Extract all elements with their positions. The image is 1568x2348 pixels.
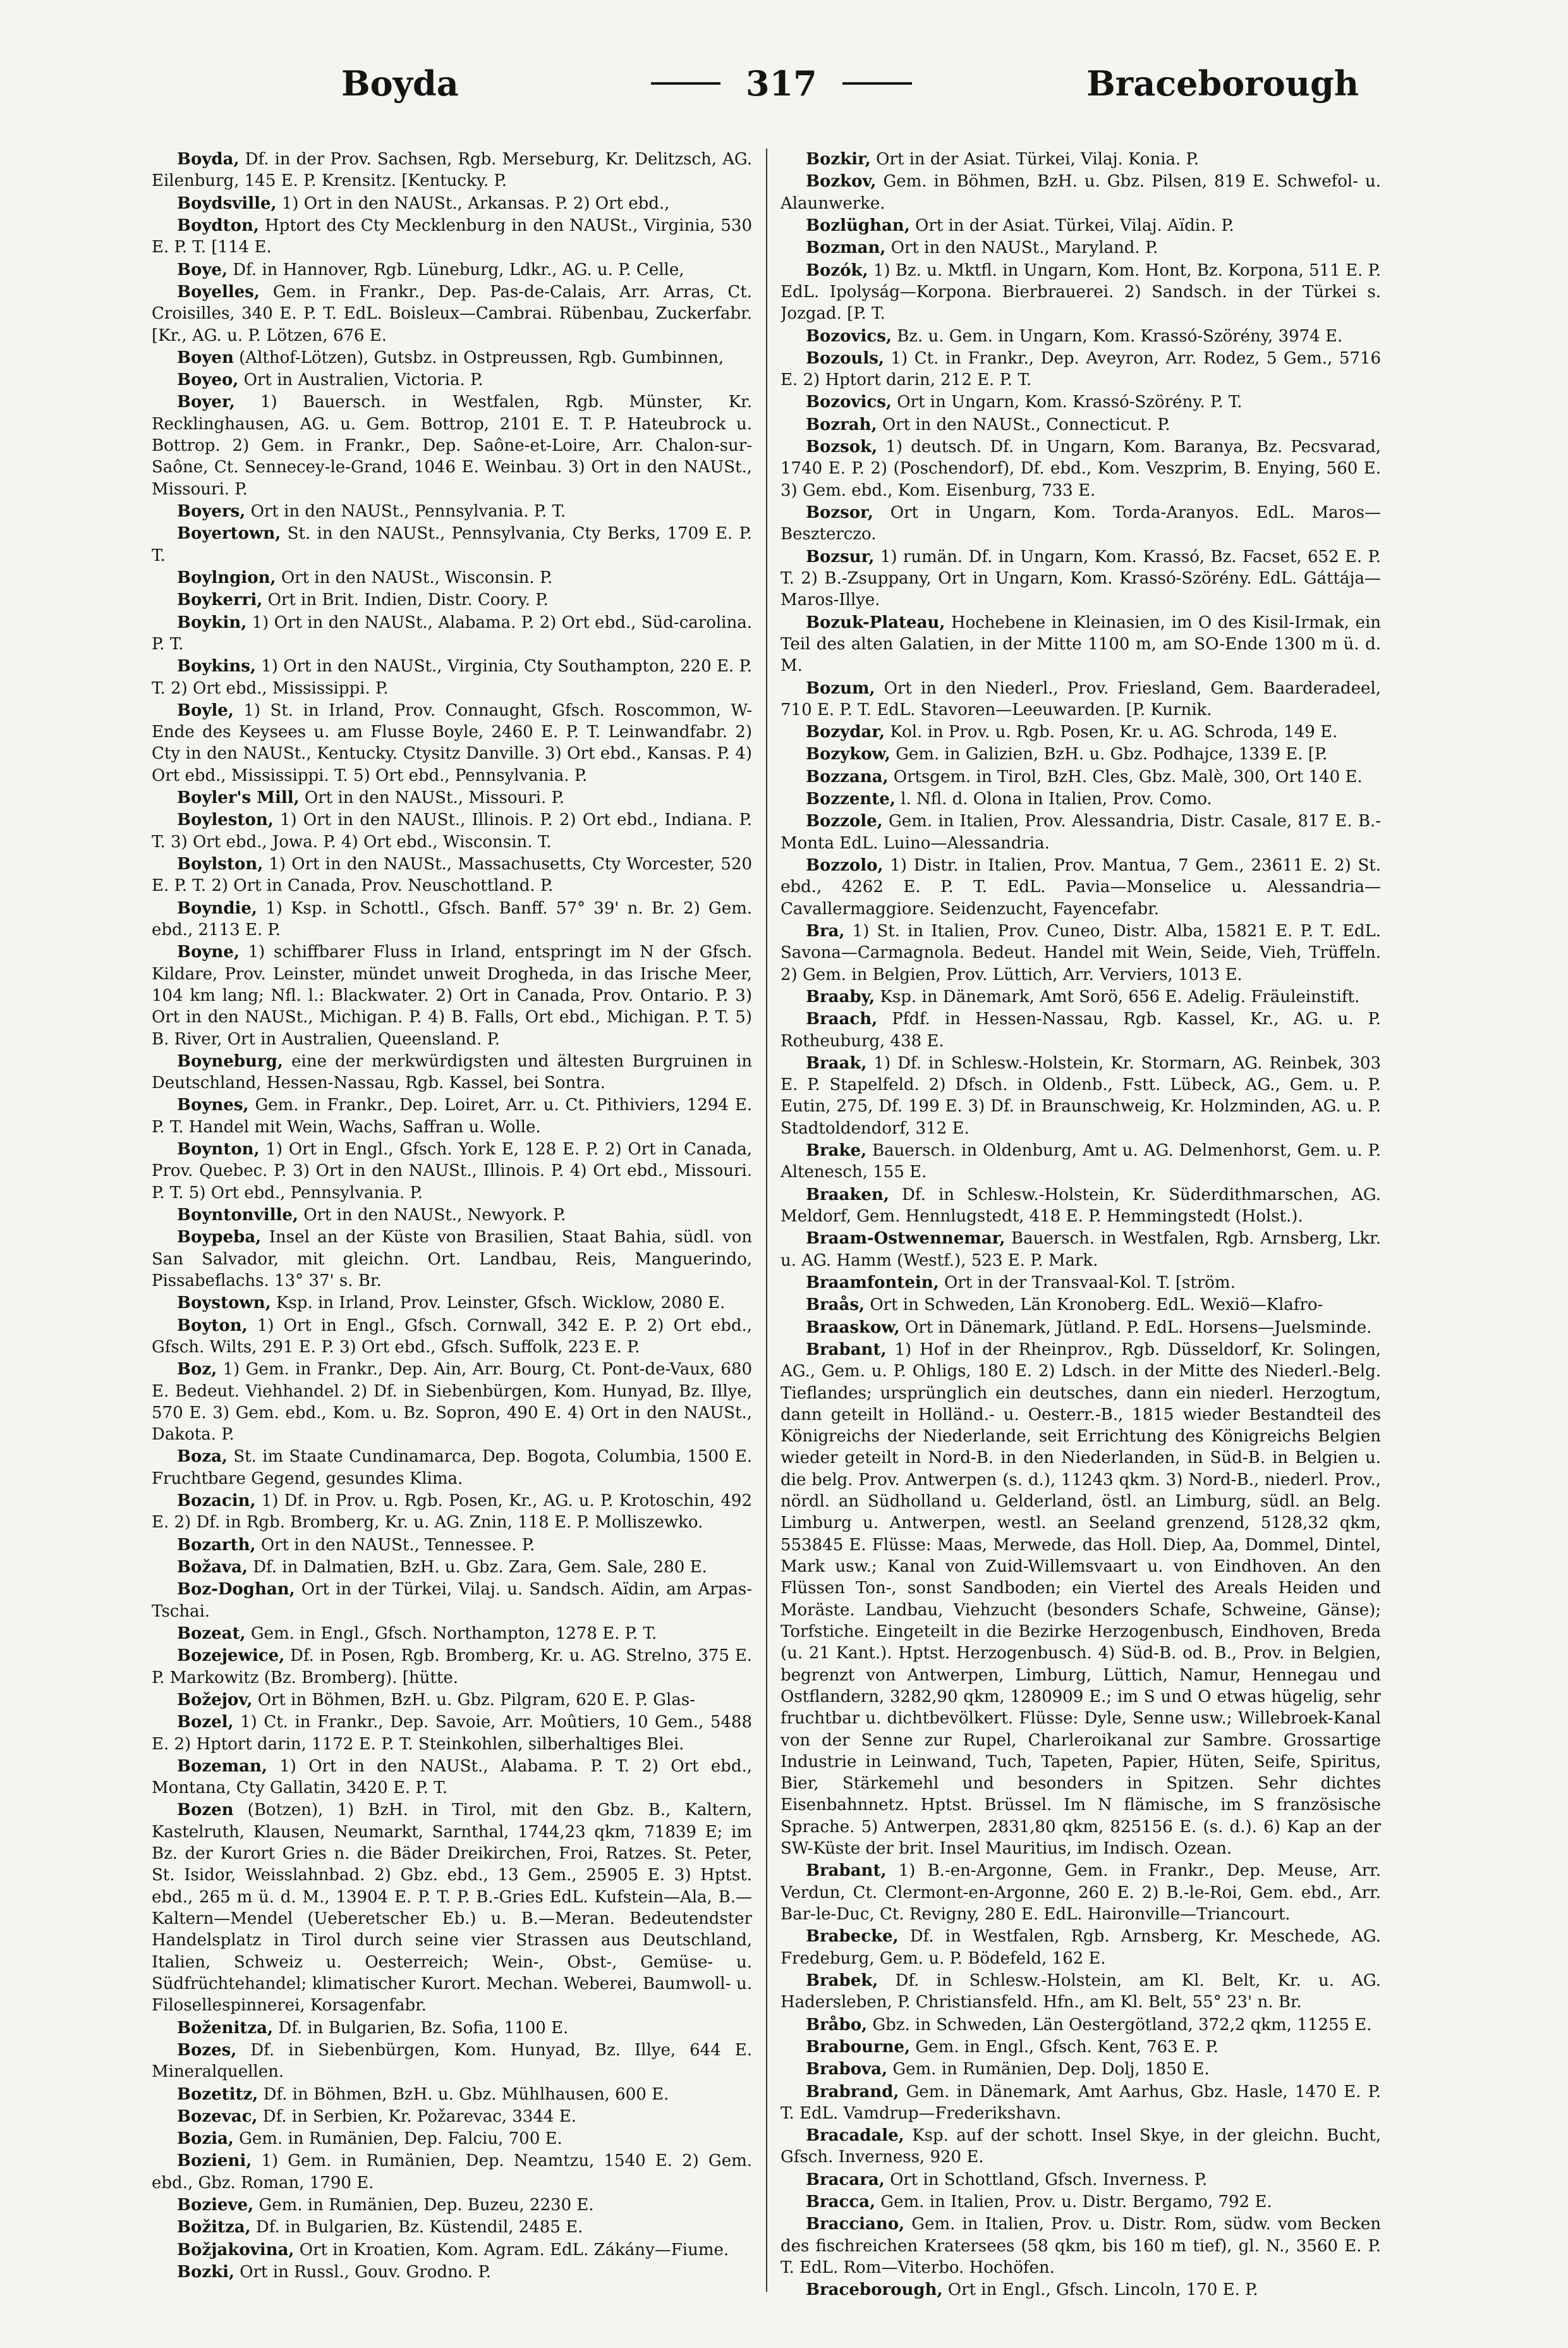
entry-headword: Bozkir, bbox=[806, 150, 871, 169]
entry-text: 1) Ort in den NAUSt., Virginia, Cty Southampton, 220 E. P. T. 2) Ort ebd., Mississippi. P. bbox=[152, 657, 752, 698]
gazetteer-entry bbox=[152, 1645, 752, 1689]
gazetteer-entry bbox=[781, 810, 1381, 854]
entry-headword: Bozevac, bbox=[177, 2106, 258, 2126]
gazetteer-entry bbox=[781, 436, 1381, 501]
entry-text: Ort in Australien, Victoria. P. bbox=[243, 370, 483, 390]
header-rule-left bbox=[651, 82, 720, 85]
entry-headword: Bozeman, bbox=[177, 1756, 267, 1776]
gazetteer-entry bbox=[781, 920, 1381, 986]
entry-headword: Braak, bbox=[806, 1053, 867, 1073]
entry-text: St. in den NAUSt., Pennsylvania, Cty Berks, 1709 E. P. T. bbox=[152, 524, 752, 565]
entry-text: 1) Ort in den NAUSt., Illinois. P. 2) Ort ebd., Indiana. P. T. 3) Ort ebd., Jowa. P. 4) Ort ebd., Wisconsin. T. bbox=[152, 810, 752, 852]
gazetteer-entry bbox=[781, 1339, 1381, 1860]
gazetteer-entry bbox=[152, 149, 752, 192]
entry-headword: Bozel, bbox=[177, 1713, 234, 1732]
entry-text: 1) deutsch. Df. in Ungarn, Kom. Baranya, Bz. Pecsvarad, 1740 E. P. 2) (Poschendorf), Df. ebd., Kom. Veszprim, B. Enying, 560 E. 3) Gem. ebd., Kom. Eisenburg, 733 E. bbox=[781, 437, 1381, 500]
gazetteer-entry bbox=[781, 414, 1381, 436]
entry-text: St. im Staate Cundinamarca, Dep. Bogota, Columbia, 1500 E. Fruchtbare Gegend, gesundes Klima. bbox=[152, 1447, 752, 1488]
gazetteer-entry bbox=[781, 2125, 1381, 2168]
entry-headword: Bozouls, bbox=[806, 348, 884, 368]
entry-headword: Bozsur, bbox=[806, 547, 875, 566]
entry-headword: Bozieve, bbox=[177, 2196, 254, 2215]
gazetteer-entry bbox=[152, 1711, 752, 1755]
entry-text: Gem. in Galizien, BzH. u. Gbz. Podhajce, 1339 E. [P. bbox=[896, 745, 1328, 764]
entry-text: l. Nfl. d. Olona in Italien, Prov. Como. bbox=[901, 790, 1212, 809]
entry-headword: Bracca, bbox=[806, 2192, 876, 2212]
entry-headword: Bozovics, bbox=[806, 326, 892, 346]
gazetteer-entry bbox=[152, 1756, 752, 1799]
entry-text: 1) Distr. in Italien, Prov. Mantua, 7 Gem., 23611 E. 2) St. ebd., 4262 E. P. T. EdL. Pavia—Monselice u. Alessandria—Cavallermaggiore. Seidenzucht, Fayencefabr. bbox=[781, 856, 1381, 919]
entry-text: Gem. in Rumänien, Dep. Buzeu, 2230 E. bbox=[258, 2196, 594, 2215]
gazetteer-entry bbox=[152, 941, 752, 1050]
entry-text: Bauersch. in Westfalen, Rgb. Arnsberg, Lkr. u. AG. Hamm (Westf.), 523 E. P. Mark. bbox=[781, 1229, 1381, 1270]
entry-text: Ort in den NAUSt., Connecticut. P. bbox=[882, 415, 1170, 434]
entry-text: 1) B.-en-Argonne, Gem. in Frankr., Dep. Meuse, Arr. Verdun, Ct. Clermont-en-Argonne, 260 E. 2) B.-le-Roi, Gem. ebd., Arr. Bar-le-Duc, Ct. Revigny, 280 E. EdL. Haironville—Triancourt. bbox=[781, 1861, 1381, 1924]
entry-headword: Boyton, bbox=[177, 1316, 248, 1335]
entry-headword: Boyelles, bbox=[177, 282, 260, 302]
entry-headword: Boykin, bbox=[177, 613, 247, 632]
entry-headword: Boyle, bbox=[177, 700, 234, 720]
entry-text: 1) Ort in den NAUSt., Alabama. P. 2) Ort ebd., Süd-carolina. P. T. bbox=[152, 613, 752, 654]
entry-headword: Bozzana, bbox=[806, 767, 889, 786]
entry-text: Ort in den Niederl., Prov. Friesland, Gem. Baarderadeel, 710 E. P. T. EdL. Stavoren—Leeuwarden. [P. Kurnik. bbox=[781, 678, 1381, 719]
entry-headword: Bozsok, bbox=[806, 437, 878, 457]
entry-headword: Boyndie, bbox=[177, 898, 257, 918]
gazetteer-entry bbox=[152, 1139, 752, 1204]
entry-text: Df. in Bulgarien, Bz. Küstendil, 2485 E. bbox=[255, 2218, 583, 2237]
entry-text: Ort in Böhmen, BzH. u. Gbz. Pilgram, 620 E. P. Glas- bbox=[257, 1690, 695, 1709]
gazetteer-entry bbox=[781, 2213, 1381, 2278]
page-number: 317 bbox=[746, 63, 817, 104]
entry-text: 1) Bz. u. Mktfl. in Ungarn, Kom. Hont, Bz. Korpona, 511 E. P. EdL. Ipolyság—Korpona. Bierbrauerei. 2) Sandsch. in der Türkei s. Jozgad. [P. T. bbox=[781, 260, 1381, 324]
entry-text: 1) Gem. in Rumänien, Dep. Neamtzu, 1540 E. 2) Gem. ebd., Gbz. Roman, 1790 E. bbox=[152, 2151, 752, 2192]
entry-headword: Božitza, bbox=[177, 2218, 251, 2237]
entry-headword: Boyleston, bbox=[177, 810, 274, 830]
entry-text: Ort in der Asiat. Türkei, Vilaj. Aïdin. P. bbox=[915, 216, 1234, 235]
entry-headword: Boynton, bbox=[177, 1140, 260, 1159]
entry-text: Bz. u. Gem. in Ungarn, Kom. Krassó-Szörény, 3974 E. bbox=[897, 326, 1343, 346]
gazetteer-entry bbox=[152, 2128, 752, 2149]
entry-text: 1) Df. in Schlesw.-Holstein, Kr. Stormarn, AG. Reinbek, 303 E. P. Stapelfeld. 2) Dfsch. in Oldenb., Fstt. Lübeck, AG., Gem. u. P. Eutin, 275, Df. 199 E. 3) Df. in Braunschweig, Kr. Holzminden, AG. u. P. Stadtoldendorf, 312 E. bbox=[781, 1053, 1381, 1138]
entry-headword: Boženitza, bbox=[177, 2018, 274, 2038]
entry-text: 1) Bauersch. in Westfalen, Rgb. Münster, Kr. Recklinghausen, AG. u. Gem. Bottrop, 2101 E. T. P. Hateubrock u. Bottrop. 2) Gem. in Frankr., Dep. Saône-et-Loire, Arr. Chalon-sur-Saône, Ct. Sennecey-le-Grand, 1046 E. Weinbau. 3) Ort in den NAUSt., Missouri. P. bbox=[152, 393, 752, 499]
gazetteer-entry bbox=[152, 2150, 752, 2194]
entry-text: Df. in Siebenbürgen, Kom. Hunyad, Bz. Illye, 644 E. Mineralquellen. bbox=[152, 2040, 752, 2082]
entry-text: Ortsgem. in Tirol, BzH. Cles, Gbz. Malè, 300, Ort 140 E. bbox=[893, 767, 1363, 786]
gazetteer-entry bbox=[781, 855, 1381, 920]
entry-headword: Boyntonville, bbox=[177, 1206, 298, 1225]
entry-headword: Bozen bbox=[177, 1801, 234, 1820]
gazetteer-entry bbox=[152, 1534, 752, 1556]
entry-headword: Bråbo, bbox=[806, 2015, 868, 2034]
entry-headword: Bozlüghan, bbox=[806, 216, 910, 235]
entry-headword: Brake, bbox=[806, 1141, 867, 1161]
entry-text: Df. in der Prov. Sachsen, Rgb. Merseburg, Kr. Delitzsch, AG. Eilenburg, 145 E. P. Krensitz. [Kentucky. P. bbox=[152, 150, 752, 191]
gazetteer-entry bbox=[152, 1623, 752, 1644]
gazetteer-entry bbox=[152, 853, 752, 897]
entry-text: (Althof-Lötzen), Gutsbz. in Ostpreussen, Rgb. Gumbinnen, bbox=[239, 348, 724, 367]
right-column bbox=[781, 149, 1381, 2311]
gazetteer-entry bbox=[152, 391, 752, 500]
gazetteer-entry bbox=[152, 2194, 752, 2216]
gazetteer-entry bbox=[781, 1860, 1381, 1925]
entry-text: eine der merkwürdigsten und ältesten Burgruinen in Deutschland, Hessen-Nassau, Rgb. Kassel, bei Sontra. bbox=[152, 1051, 752, 1093]
gazetteer-entry bbox=[152, 1226, 752, 1292]
gazetteer-entry bbox=[781, 1970, 1381, 2014]
entry-text: 1) Ort in den NAUSt., Arkansas. P. 2) Ort ebd., bbox=[281, 193, 670, 213]
gazetteer-entry bbox=[152, 589, 752, 611]
gazetteer-entry bbox=[152, 1556, 752, 1578]
entry-headword: Braaby, bbox=[806, 987, 875, 1006]
gazetteer-entry bbox=[781, 1294, 1381, 1316]
entry-headword: Brabek, bbox=[806, 1971, 878, 1990]
entry-text: Ort in den NAUSt., Maryland. P. bbox=[890, 238, 1158, 258]
entry-headword: Božejov, bbox=[177, 1690, 253, 1709]
entry-headword: Božava, bbox=[177, 1558, 248, 1577]
gazetteer-entry bbox=[152, 1051, 752, 1094]
gazetteer-entry bbox=[152, 2217, 752, 2238]
entry-headword: Bozacin, bbox=[177, 1491, 256, 1511]
entry-text: Gem. in Frankr., Dep. Pas-de-Calais, Arr. Arras, Ct. Croisilles, 340 E. P. T. EdL. Boisleux—Cambrai. Rübenbau, Zuckerfabr. [Kr., AG. u. P. Lötzen, 676 E. bbox=[152, 282, 752, 345]
entry-text: Ksp. in Dänemark, Amt Sorö, 656 E. Adelig. Fräuleinstift. bbox=[880, 987, 1360, 1006]
gazetteer-entry bbox=[781, 1228, 1381, 1271]
entry-text: 1) schiffbarer Fluss in Irland, entspringt im N der Gfsch. Kildare, Prov. Leinster, mündet unweit Drogheda, in das Irische Meer, 104 km lang; Nfl. l.: Blackwater. 2) Ort in Canada, Prov. Ontario. P. 3) Ort in den NAUSt., Michigan. P. 4) B. Falls, Ort ebd., Michigan. P. T. 5) B. River, Ort in Australien, Queensland. P. bbox=[152, 943, 752, 1049]
gazetteer-entry bbox=[781, 766, 1381, 788]
gazetteer-entry bbox=[781, 1926, 1381, 1969]
entry-headword: Bracciano, bbox=[806, 2215, 905, 2234]
entry-text: 1) Ct. in Frankr., Dep. Savoie, Arr. Moûtiers, 10 Gem., 5488 E. 2) Hptort darin, 1172 E. P. T. Steinkohlen, silberhaltiges Blei. bbox=[152, 1713, 752, 1754]
gazetteer-entry bbox=[781, 149, 1381, 170]
entry-headword: Bozieni, bbox=[177, 2151, 252, 2171]
entry-text: Gem. in Dänemark, Amt Aarhus, Gbz. Hasle, 1470 E. P. T. EdL. Vamdrup—Frederikshavn. bbox=[781, 2082, 1381, 2123]
gazetteer-entry bbox=[152, 523, 752, 566]
entry-text: 1) Ct. in Frankr., Dep. Aveyron, Arr. Rodez, 5 Gem., 5716 E. 2) Hptort darin, 212 E. P. T. bbox=[781, 348, 1381, 390]
entry-text: Bauersch. in Oldenburg, Amt u. AG. Delmenhorst, Gem. u. P. Altenesch, 155 E. bbox=[781, 1141, 1381, 1182]
column-divider bbox=[766, 149, 767, 2292]
gazetteer-entry bbox=[152, 501, 752, 522]
entry-headword: Boykins, bbox=[177, 657, 256, 676]
entry-text: 1) Df. in Prov. u. Rgb. Posen, Kr., AG. u. P. Krotoschin, 492 E. 2) Df. in Rgb. Bromberg, Kr. u. AG. Znin, 118 E. P. Molliszewko. bbox=[152, 1491, 752, 1532]
gazetteer-entry bbox=[781, 1272, 1381, 1293]
gazetteer-entry bbox=[781, 2058, 1381, 2080]
entry-text: 1) Hof in der Rheinprov., Rgb. Düsseldorf, Kr. Solingen, AG., Gem. u. P. Ohligs, 180 E. 2) Ldsch. in der Mitte des Niederl.-Belg. Tieflandes; ursprünglich ein deutsches, dann ein niederl. Herzogtum, dann geteilt in Holländ.- u. Oesterr.-B., 1815 wieder Bestandteil des Königreichs der Niederlande, seit Errichtung des Königreichs Belgien wieder geteilt in Nord-B. in den Niederlanden, in Süd-B. in Belgien u. die belg. Prov. Antwerpen (s. d.), 11243 qkm. 3) Nord-B., niederl. Prov., nördl. an Südholland u. Gelderland, östl. an Limburg, südl. an Belg. Limburg u. Antwerpen, westl. an Seeland grenzend, 5128,32 qkm, 553845 E. Flüsse: Maas, Merwede, das Holl. Diep, Aa, Dommel, Dintel, Mark usw.; Kanal von Zuid-Willemsvaart u. von Eindhoven. An den Flüssen Ton-, sonst Sandboden; ein Viertel des Areals Heiden und Moräste. Landbau, Viehzucht (besonders Schafe, Schweine, Gänse); Torfstiche. Eingeteilt in die Bezirke Herzogenbusch, Eindhoven, Breda (u. 21 Kant.). Hptst. Herzogenbusch. 4) Süd-B. od. B., Prov. in Belgien, begrenzt von Antwerpen, Limburg, Lüttich, Namur, Hennegau und Ostflandern, 3282,90 qkm, 1280909 E.; im S und O etwas hügelig, sehr fruchtbar u. dichtbevölkert. Flüsse: Dyle, Senne usw.; Willebroek-Kanal von der Senne zur Rupel, Charleroikanal zur Sambre. Grossartige Industrie in Leinwand, Tuch, Tapeten, Papier, Hüten, Seife, Spiritus, Bier, Stärkemehl und besonders in Spitzen. Sehr dichtes Eisenbahnnetz. Hptst. Brüssel. Im N flämische, im S französische Sprache. 5) Antwerpen, 2831,80 qkm, 825156 E. (s. d.). 6) Kap an der SW-Küste der brit. Insel Mauritius, im Indisch. Ozean. bbox=[781, 1340, 1381, 1859]
entry-headword: Boyertown, bbox=[177, 524, 281, 544]
entry-headword: Boyers, bbox=[177, 502, 246, 521]
entry-headword: Bozsor, bbox=[806, 503, 873, 522]
header-left-catchword: Boyda bbox=[341, 63, 459, 104]
entry-headword: Bozman, bbox=[806, 238, 886, 258]
entry-text: 1) Gem. in Frankr., Dep. Ain, Arr. Bourg, Ct. Pont-de-Vaux, 680 E. Bedeut. Viehhandel. 2) Df. in Siebenbürgen, Kom. Hunyad, Bz. Illye, 570 E. 3) Gem. ebd., Kom. u. Bz. Sopron, 490 E. 4) Ort in den NAUSt., Dakota. P. bbox=[152, 1360, 752, 1445]
entry-headword: Brabourne, bbox=[806, 2037, 911, 2057]
entry-text: Gem. in Italien, Prov. Alessandria, Distr. Casale, 817 E. B.-Monta EdL. Luino—Alessandria. bbox=[781, 812, 1381, 853]
entry-headword: Božjakovina, bbox=[177, 2240, 295, 2259]
gazetteer-entry bbox=[781, 2036, 1381, 2058]
gazetteer-entry bbox=[152, 2261, 752, 2283]
entry-text: Ksp. auf der schott. Insel Skye, in der gleichn. Bucht, Gfsch. Inverness, 920 E. bbox=[781, 2126, 1381, 2167]
header-page-number bbox=[651, 63, 912, 104]
gazetteer-entry bbox=[152, 809, 752, 853]
entry-text: Df. in Schlesw.-Holstein, Kr. Süderdithmarschen, AG. Meldorf, Gem. Hennlugstedt, 418 E. P. Hemmingstedt (Holst.). bbox=[781, 1185, 1381, 1226]
gazetteer-entry bbox=[781, 1008, 1381, 1052]
entry-text: Df. in Hannover, Rgb. Lüneburg, Ldkr., AG. u. P. Celle, bbox=[233, 260, 684, 279]
entry-headword: Braach, bbox=[806, 1010, 878, 1029]
gazetteer-entry bbox=[781, 1053, 1381, 1139]
entry-headword: Boykerri, bbox=[177, 590, 263, 610]
entry-text: Kol. in Prov. u. Rgb. Posen, Kr. u. AG. Schroda, 149 E. bbox=[890, 723, 1338, 742]
entry-text: Ort in Kroatien, Kom. Agram. EdL. Zákány—Fiume. bbox=[299, 2240, 729, 2259]
gazetteer-entry bbox=[781, 721, 1381, 743]
entry-headword: Brabant, bbox=[806, 1340, 887, 1359]
gazetteer-entry bbox=[781, 612, 1381, 677]
entry-text: Df. in Bulgarien, Bz. Sofia, 1100 E. bbox=[278, 2018, 569, 2038]
entry-text: Gem. in Engl., Gfsch. Kent, 763 E. P. bbox=[915, 2037, 1219, 2057]
entry-text: Ort in Schweden, Län Kronoberg. EdL. Wexiö—Klafro- bbox=[870, 1295, 1323, 1315]
gazetteer-entry bbox=[152, 567, 752, 589]
gazetteer-entry bbox=[152, 193, 752, 214]
entry-headword: Braaskow, bbox=[806, 1318, 900, 1337]
entry-headword: Boydsville, bbox=[177, 193, 277, 213]
entry-text: Ort in Dänemark, Jütland. P. EdL. Horsens—Juelsminde. bbox=[904, 1318, 1372, 1337]
gazetteer-entry bbox=[152, 1490, 752, 1534]
gazetteer-entry bbox=[152, 259, 752, 281]
entry-headword: Boz-Doghan, bbox=[177, 1580, 295, 1599]
entry-headword: Bozetitz, bbox=[177, 2084, 258, 2104]
gazetteer-entry bbox=[781, 2191, 1381, 2213]
entry-text: Ort in Schottland, Gfsch. Inverness. P. bbox=[890, 2170, 1208, 2189]
entry-headword: Bozuk-Plateau, bbox=[806, 613, 945, 632]
gazetteer-entry bbox=[152, 1689, 752, 1711]
gazetteer-entry bbox=[781, 2279, 1381, 2301]
entry-headword: Bra, bbox=[806, 921, 845, 941]
gazetteer-entry bbox=[152, 2039, 752, 2083]
entry-text: Df. in Posen, Rgb. Bromberg, Kr. u. AG. Strelno, 375 E. P. Markowitz (Bz. Bromberg). [hütte. bbox=[152, 1646, 752, 1687]
left-column bbox=[152, 149, 752, 2311]
entry-headword: Bozeat, bbox=[177, 1623, 246, 1643]
entry-headword: Boyer, bbox=[177, 393, 235, 412]
gazetteer-entry bbox=[781, 326, 1381, 347]
entry-headword: Boyne, bbox=[177, 943, 240, 962]
gazetteer-entry bbox=[152, 1315, 752, 1359]
entry-text: Hptort des Cty Mecklenburg in den NAUSt., Virginia, 530 E. P. T. [114 E. bbox=[152, 216, 752, 257]
entry-text: 1) Ort in Engl., Gfsch. York E, 128 E. P. 2) Ort in Canada, Prov. Quebec. P. 3) Ort in den NAUSt., Illinois. P. 4) Ort ebd., Missouri. P. T. 5) Ort ebd., Pennsylvania. P. bbox=[152, 1140, 752, 1202]
entry-text: 1) Ort in Engl., Gfsch. Cornwall, 342 E. P. 2) Ort ebd., Gfsch. Wilts, 291 E. P. 3) Ort ebd., Gfsch. Suffolk, 223 E. P. bbox=[152, 1316, 752, 1357]
gazetteer-entry bbox=[781, 1184, 1381, 1228]
gazetteer-entry bbox=[781, 546, 1381, 611]
gazetteer-entry bbox=[781, 391, 1381, 413]
gazetteer-entry bbox=[152, 1799, 752, 2016]
gazetteer-entry bbox=[152, 656, 752, 699]
entry-text: Gem. in Italien, Prov. u. Distr. Rom, südw. vom Becken des fischreichen Kratersees (58 qkm, bis 160 m tief), gl. N., 3560 E. P. T. EdL. Rom—Viterbo. Hochöfen. bbox=[781, 2215, 1381, 2277]
gazetteer-entry bbox=[152, 347, 752, 369]
entry-text: Ort in Engl., Gfsch. Lincoln, 170 E. P. bbox=[947, 2280, 1258, 2300]
entry-headword: Brabant, bbox=[806, 1861, 887, 1881]
entry-text: Df. in Dalmatien, BzH. u. Gbz. Zara, Gem. Sale, 280 E. bbox=[253, 1558, 707, 1577]
entry-text: Ort in der Asiat. Türkei, Vilaj. Konia. P. bbox=[876, 150, 1200, 169]
entry-headword: Bozia, bbox=[177, 2129, 234, 2149]
entry-headword: Braamfontein, bbox=[806, 1273, 939, 1292]
gazetteer-entry bbox=[152, 1094, 752, 1138]
entry-text: Pfdf. in Hessen-Nassau, Rgb. Kassel, Kr., AG. u. P. Rotheuburg, 438 E. bbox=[781, 1010, 1381, 1051]
gazetteer-entry bbox=[781, 237, 1381, 259]
gazetteer-entry bbox=[152, 2084, 752, 2105]
entry-text: 1) St. in Irland, Prov. Connaught, Gfsch. Roscommon, W-Ende des Keysees u. am Flusse Boyle, 2460 E. P. T. Leinwandfabr. 2) Cty in den NAUSt., Kentucky. Ctysitz Danville. 3) Ort ebd., Kansas. P. 4) Ort ebd., Mississippi. T. 5) Ort ebd., Pennsylvania. P. bbox=[152, 700, 752, 785]
gazetteer-entry bbox=[781, 2081, 1381, 2125]
entry-headword: Boyen bbox=[177, 348, 234, 367]
entry-headword: Bozzole, bbox=[806, 812, 883, 831]
gazetteer-entry bbox=[152, 1446, 752, 1489]
entry-headword: Bozki, bbox=[177, 2263, 235, 2282]
gazetteer-entry bbox=[152, 281, 752, 346]
entry-headword: Boypeba, bbox=[177, 1228, 262, 1247]
gazetteer-entry bbox=[152, 215, 752, 259]
entry-headword: Braam-Ostwennemar, bbox=[806, 1229, 1006, 1249]
header-rule-right bbox=[842, 82, 912, 85]
gazetteer-entry bbox=[781, 171, 1381, 214]
entry-text: Ort in Brit. Indien, Distr. Coory. P. bbox=[267, 590, 549, 610]
entry-text: Ort in Russl., Gouv. Grodno. P. bbox=[240, 2263, 491, 2282]
entry-text: 1) St. in Italien, Prov. Cuneo, Distr. Alba, 15821 E. P. T. EdL. Savona—Carmagnola. Bedeut. Handel mit Wein, Seide, Vieh, Trüffeln. 2) Gem. in Belgien, Prov. Lüttich, Arr. Verviers, 1013 E. bbox=[781, 921, 1381, 984]
entry-text: Df. in Böhmen, BzH. u. Gbz. Mühlhausen, 600 E. bbox=[263, 2084, 669, 2104]
entry-headword: Bozzente, bbox=[806, 790, 896, 809]
entry-headword: Bozejewice, bbox=[177, 1646, 285, 1666]
entry-text: 1) Ort in den NAUSt., Massachusetts, Cty Worcester, 520 E. P. T. 2) Ort in Canada, Prov. Neuschottland. P. bbox=[152, 855, 752, 896]
gazetteer-entry bbox=[781, 788, 1381, 810]
entry-text: Insel an der Küste von Brasilien, Staat Bahia, südl. von San Salvador, mit gleichn. Ort. Landbau, Reis, Manguerindo, Pissabeflachs. 13° 37' s. Br. bbox=[152, 1228, 752, 1290]
gazetteer-entry bbox=[781, 502, 1381, 546]
entry-text: 1) rumän. Df. in Ungarn, Kom. Krassó, Bz. Facset, 652 E. P. T. 2) B.-Zsuppany, Ort in Ungarn, Kom. Krassó-Szörény. EdL. Gáttája—Maros-Illye. bbox=[781, 547, 1381, 610]
entry-headword: Boystown, bbox=[177, 1293, 271, 1313]
entry-text: Gem. in Rumänien, Dep. Dolj, 1850 E. bbox=[892, 2060, 1210, 2079]
header-right-catchword: Braceborough bbox=[1086, 63, 1359, 104]
entry-headword: Boylston, bbox=[177, 855, 264, 874]
gazetteer-entry bbox=[152, 1359, 752, 1445]
gazetteer-entry bbox=[152, 787, 752, 809]
entry-headword: Bozydar, bbox=[806, 723, 885, 742]
entry-headword: Boynes, bbox=[177, 1096, 249, 1115]
entry-headword: Boyeo, bbox=[177, 370, 239, 390]
entry-text: Gem. in Rumänien, Dep. Falciu, 700 E. bbox=[239, 2129, 562, 2149]
gazetteer-entry bbox=[781, 986, 1381, 1008]
gazetteer-entry bbox=[152, 2017, 752, 2039]
gazetteer-entry bbox=[152, 369, 752, 391]
entry-text: Ort in der Transvaal-Kol. T. [ström. bbox=[944, 1273, 1236, 1292]
gazetteer-entry bbox=[781, 1317, 1381, 1338]
entry-text: Ort in den NAUSt., Wisconsin. P. bbox=[281, 568, 553, 587]
gazetteer-entry bbox=[152, 700, 752, 786]
entry-text: Ort in den NAUSt., Tennessee. P. bbox=[260, 1535, 535, 1555]
entry-headword: Braceborough, bbox=[806, 2280, 943, 2300]
gazetteer-entry bbox=[152, 1579, 752, 1622]
entry-headword: Bozarth, bbox=[177, 1535, 256, 1555]
entry-headword: Bozykow, bbox=[806, 745, 890, 764]
gazetteer-entry bbox=[781, 260, 1381, 325]
entry-headword: Boylngion, bbox=[177, 568, 276, 587]
entry-text: (Botzen), 1) BzH. in Tirol, mit den Gbz. B., Kaltern, Kastelruth, Klausen, Neumarkt, Sarnthal, 1744,23 qkm, 71839 E; im Bz. der Kurort Gries n. die Bäder Dreikirchen, Froi, Ratzes. St. Peter, St. Isidor, Weisslahnbad. 2) Gbz. ebd., 13 Gem., 25905 E. 3) Hptst. ebd., 265 m ü. d. M., 13904 E. P. T. P. B.-Gries EdL. Kufstein—Ala, B.—Kaltern—Mendel (Ueberetscher Eb.) u. B.—Meran. Bedeutendster Handelsplatz in Tirol durch seine vier Strassen aus Deutschland, Italien, Schweiz u. Oesterreich; Wein-, Obst-, Gemüse- u. Südfrüchtehandel; klimatischer Kurort. Mechan. Weberei, Baumwoll- u. Filosellespinnerei, Korsagenfabr. bbox=[152, 1801, 752, 2015]
entry-headword: Boz, bbox=[177, 1360, 217, 1379]
page-header bbox=[152, 63, 1371, 133]
gazetteer-entry bbox=[152, 2106, 752, 2127]
entry-text: Df. in Westfalen, Rgb. Arnsberg, Kr. Meschede, AG. Fredeburg, Gem. u. P. Bödefeld, 162 E. bbox=[781, 1927, 1381, 1968]
entry-text: Gbz. in Schweden, Län Oestergötland, 372,2 qkm, 11255 E. bbox=[872, 2015, 1372, 2034]
entry-text: Hochebene in Kleinasien, im O des Kisil-Irmak, ein Teil des alten Galatien, in der Mitte 1100 m, am SO-Ende 1300 m ü. d. M. bbox=[781, 613, 1381, 676]
entry-headword: Bozkov, bbox=[806, 172, 877, 192]
gazetteer-entry bbox=[781, 678, 1381, 721]
entry-text: Gem. in Böhmen, BzH. u. Gbz. Pilsen, 819 E. Schwefol- u. Alaunwerke. bbox=[781, 172, 1381, 213]
entry-headword: Bozum, bbox=[806, 678, 875, 698]
gazetteer-entry bbox=[781, 348, 1381, 391]
entry-text: Ort in der Türkei, Vilaj. u. Sandsch. Aïdin, am Arpas-Tschai. bbox=[152, 1580, 752, 1621]
entry-text: Df. in Serbien, Kr. Požarevac, 3344 E. bbox=[262, 2106, 576, 2126]
entry-text: Gem. in Frankr., Dep. Loiret, Arr. u. Ct. Pithiviers, 1294 E. P. T. Handel mit Wein, Wachs, Saffran u. Wolle. bbox=[152, 1096, 752, 1137]
gazetteer-entry bbox=[152, 1204, 752, 1226]
entry-headword: Boyda, bbox=[177, 150, 240, 169]
gazetteer-entry bbox=[781, 215, 1381, 236]
entry-text: Df. in Schlesw.-Holstein, am Kl. Belt, Kr. u. AG. Hadersleben, P. Christiansfeld. Hfn., am Kl. Belt, 55° 23' n. Br. bbox=[781, 1971, 1381, 2012]
entry-headword: Brabecke, bbox=[806, 1927, 899, 1947]
entry-headword: Brabova, bbox=[806, 2060, 888, 2079]
gazetteer-entry bbox=[781, 2014, 1381, 2036]
entry-text: 1) Ksp. in Schottl., Gfsch. Banff. 57° 39' n. Br. 2) Gem. ebd., 2113 E. P. bbox=[152, 898, 752, 939]
entry-headword: Bozrah, bbox=[806, 415, 877, 434]
gazetteer-entry bbox=[152, 2239, 752, 2261]
gazetteer-entry bbox=[152, 1292, 752, 1314]
gazetteer-entry bbox=[152, 898, 752, 941]
entry-text: Ort in den NAUSt., Newyork. P. bbox=[303, 1206, 566, 1225]
entry-headword: Braås, bbox=[806, 1295, 865, 1315]
entry-text: Ksp. in Irland, Prov. Leinster, Gfsch. Wicklow, 2080 E. bbox=[276, 1293, 726, 1313]
entry-text: Ort in den NAUSt., Pennsylvania. P. T. bbox=[250, 502, 566, 521]
entry-headword: Boyler's Mill, bbox=[177, 788, 300, 808]
entry-headword: Bozes, bbox=[177, 2040, 237, 2060]
entry-text: Gem. in Italien, Prov. u. Distr. Bergamo, 792 E. bbox=[880, 2192, 1272, 2212]
entry-text: Ort in Ungarn, Kom. Krassó-Szörény. P. T. bbox=[897, 393, 1243, 412]
entry-text: Ort in Ungarn, Kom. Torda-Aranyos. EdL. Maros—Beszterczo. bbox=[781, 503, 1381, 544]
entry-headword: Bozók, bbox=[806, 260, 868, 280]
entry-headword: Boydton, bbox=[177, 216, 259, 235]
entry-headword: Bracara, bbox=[806, 2170, 885, 2189]
entry-headword: Bozzolo, bbox=[806, 856, 884, 875]
entry-headword: Bracadale, bbox=[806, 2126, 904, 2146]
entry-text: Gem. in Engl., Gfsch. Northampton, 1278 E. P. T. bbox=[250, 1623, 657, 1643]
entry-headword: Braaken, bbox=[806, 1185, 889, 1204]
entry-headword: Bozovics, bbox=[806, 393, 892, 412]
entry-headword: Boye, bbox=[177, 260, 228, 279]
entry-text: Ort in den NAUSt., Missouri. P. bbox=[304, 788, 565, 808]
gazetteer-entry bbox=[781, 743, 1381, 765]
gazetteer-entry bbox=[152, 612, 752, 656]
entry-headword: Boyneburg, bbox=[177, 1051, 283, 1071]
entry-text: 1) Ort in den NAUSt., Alabama. P. T. 2) Ort ebd., Montana, Cty Gallatin, 3420 E. P. T. bbox=[152, 1756, 752, 1798]
entry-headword: Brabrand, bbox=[806, 2082, 899, 2101]
gazetteer-entry bbox=[781, 2169, 1381, 2191]
gazetteer-entry bbox=[781, 1140, 1381, 1183]
entry-headword: Boza, bbox=[177, 1447, 228, 1467]
